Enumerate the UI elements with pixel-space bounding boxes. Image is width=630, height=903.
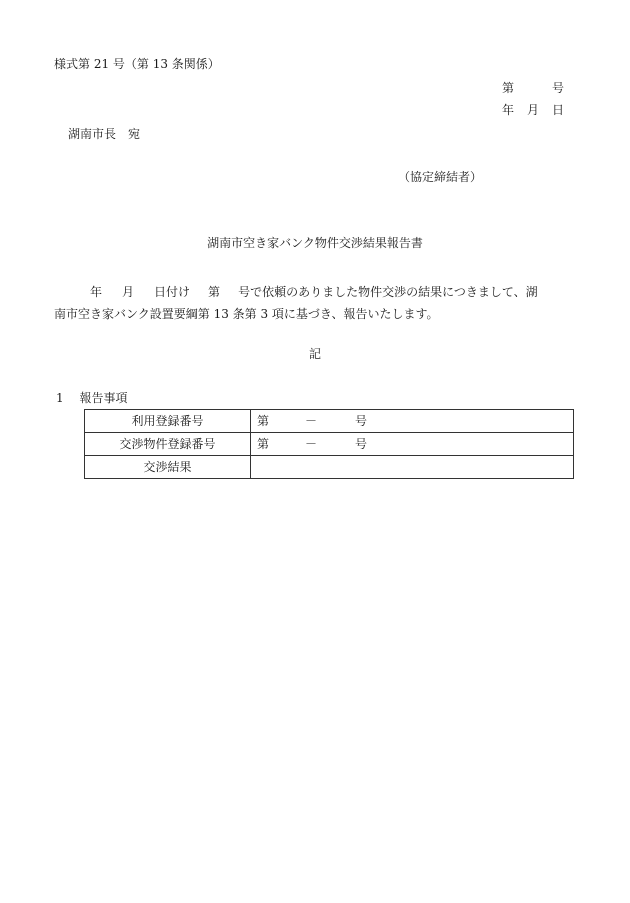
form-number: 様式第 21 号（第 13 条関係）: [54, 57, 220, 71]
reporter-label: （協定締結者）: [398, 170, 483, 184]
report-table: [84, 409, 574, 479]
document-number-line: [502, 82, 564, 94]
body-date-attached: 日付け: [154, 285, 191, 299]
body-line1-rest: 号で依頼のありました物件交渉の結果につきまして、湖: [238, 285, 538, 299]
row-label-usage-registration: 利用登録番号: [85, 410, 251, 433]
addressee: 湖南市長 宛: [68, 127, 141, 141]
body-dai: 第: [208, 285, 221, 299]
document-number-suffix: 号: [552, 81, 565, 95]
field-dash: －: [305, 437, 318, 451]
field-dash: －: [305, 414, 318, 428]
body-paragraph: [54, 281, 576, 325]
ki-heading: 記: [308, 347, 321, 361]
field-go: 号: [355, 437, 368, 451]
table-row: [85, 410, 574, 433]
body-line-2: 南市空き家バンク設置要綱第 13 条第 3 項に基づき、報告いたします。: [54, 307, 439, 321]
field-go: 号: [355, 414, 368, 428]
property-registration-number-field[interactable]: [251, 433, 574, 456]
field-dai: 第: [257, 437, 270, 451]
date-year: 年: [502, 103, 515, 117]
body-month: 月: [122, 285, 135, 299]
body-line-1: [54, 281, 576, 303]
date-day: 日: [552, 103, 565, 117]
negotiation-result-field[interactable]: [251, 456, 574, 479]
usage-registration-number-field[interactable]: [251, 410, 574, 433]
section-heading: 1 報告事項: [56, 391, 128, 405]
table-row: [85, 456, 574, 479]
field-dai: 第: [257, 414, 270, 428]
document-number-prefix: 第: [502, 81, 515, 95]
document-title: 湖南市空き家バンク物件交渉結果報告書: [207, 236, 423, 250]
body-year: 年: [90, 285, 103, 299]
date-month: 月: [527, 103, 540, 117]
row-label-negotiation-result: 交渉結果: [85, 456, 251, 479]
row-label-property-registration: 交渉物件登録番号: [85, 433, 251, 456]
document-date-line: [502, 104, 564, 116]
table-row: [85, 433, 574, 456]
